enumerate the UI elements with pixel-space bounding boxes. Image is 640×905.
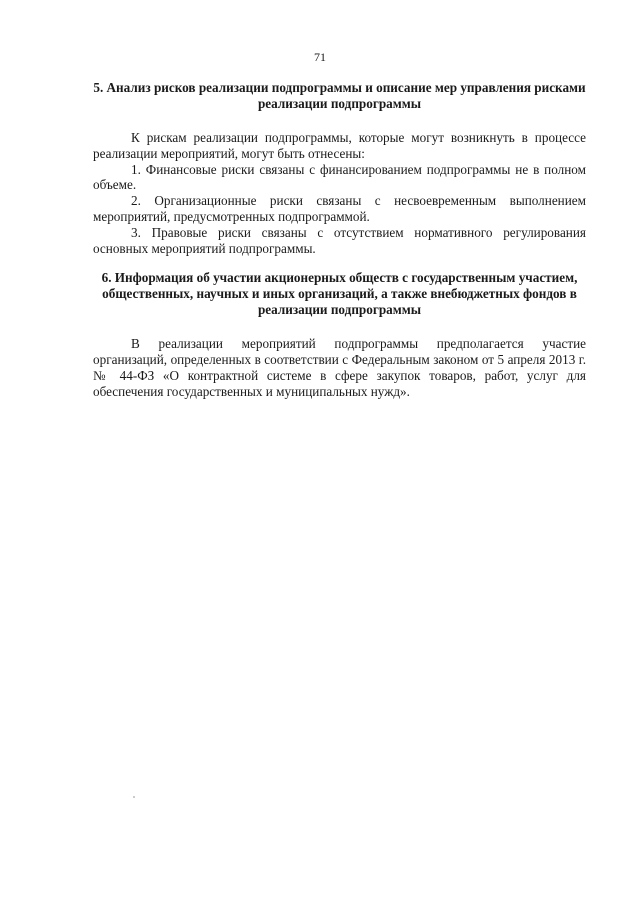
section-5-item-2: 2. Организационные риски связаны с несвоевременным выполнением мероприятий, предусмотренных подпрограммой. xyxy=(93,193,586,224)
section-5-item-3: 3. Правовые риски связаны с отсутствием нормативного регулирования основных мероприятий подпрограммы. xyxy=(93,224,586,256)
page-number: 71 xyxy=(314,50,326,64)
section-5-heading xyxy=(93,80,586,112)
section-5-item-1: 1. Финансовые риски связаны с финансированием подпрограммы не в полном объеме. xyxy=(93,161,586,193)
section-5-heading-line-1: 5. Анализ рисков реализации подпрограммы и описание мер управления рисками xyxy=(93,80,586,95)
page-content xyxy=(93,80,586,400)
section-6-paragraph: В реализации мероприятий подпрограммы предполагается участие организаций, определенных в соответствии с Федеральным законом от 5 апреля 2013 г. № 44-ФЗ «О контрактной системе в сфере закупок товаров, работ, услуг для обеспечения государственных и муниципальных нужд». xyxy=(93,336,586,399)
section-6-heading-line-2: общественных, научных и иных организаций, а также внебюджетных фондов в xyxy=(102,286,577,302)
section-5-intro: К рискам реализации подпрограммы, которые могут возникнуть в процессе реализации мероприятий, могут быть отнесены: xyxy=(93,130,586,161)
section-5-heading-line-2: реализации подпрограммы xyxy=(257,96,422,111)
scan-speck xyxy=(133,796,135,798)
section-6-heading-line-1: 6. Информация об участии акционерных обществ с государственным участием, xyxy=(101,270,578,286)
section-6-heading-line-3: реализации подпрограммы xyxy=(257,302,422,318)
section-6-heading xyxy=(93,270,586,318)
